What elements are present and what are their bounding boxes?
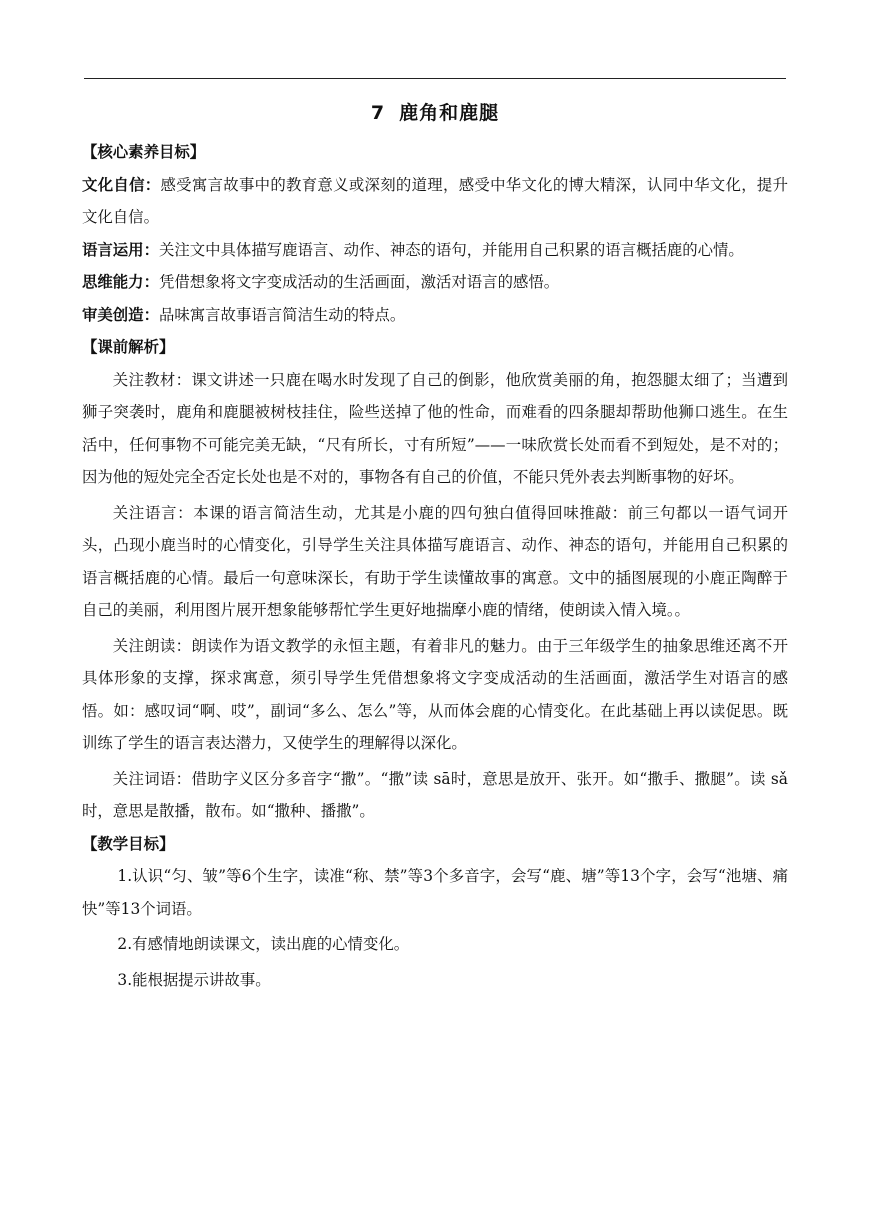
goal-label: 审美创造： [82, 305, 159, 324]
goal-label: 文化自信： [82, 175, 161, 194]
teaching-goal-item: 1.认识“匀、皱”等6个生字，读准“称、禁”等3个多音字，会写“鹿、塘”等13个字，会写“池塘、痛快”等13个词语。 [82, 867, 788, 918]
goal-text: 凭借想象将文字变成活动的生活画面，激活对语言的感悟。 [158, 273, 560, 291]
lesson-title [0, 98, 870, 125]
goal-text: 感受寓言故事中的教育意义或深刻的道理，感受中华文化的博大精深，认同中华文化，提升文化自信。 [82, 175, 788, 226]
goal-culture [82, 169, 788, 234]
analysis-paragraph-words: 关注词语：借助字义区分多音字“撒”。“撒”读 sā时，意思是放开、张开。如“撒手、撒腿”。读 sǎ时，意思是散播，散布。如“撒种、播撒”。 [82, 769, 788, 820]
analysis-paragraph-textbook: 关注教材：课文讲述一只鹿在喝水时发现了自己的倒影，他欣赏美丽的角，抱怨腿太细了；当遭到狮子突袭时，鹿角和鹿腿被树枝挂住，险些送掉了他的性命，而难看的四条腿却帮助他狮口逃生。在生活中，任何事物不可能完美无缺，“尺有所长，寸有所短”——一味欣赏长处而看不到短处，是不对的；因为他的短处完全否定长处也是不对的，事物各有自己的价值，不能只凭外表去判断事物的好坏。 [82, 370, 788, 486]
analysis-paragraph-language: 关注语言：本课的语言简洁生动，尤其是小鹿的四句独白值得回味推敲：前三句都以一语气词开头，凸现小鹿当时的心情变化，引导学生关注具体描写鹿语言、动作、神态的语句，并能用自己积累的语言概括鹿的心情。最后一句意味深长，有助于学生读懂故事的寓意。文中的插图展现的小鹿正陶醉于自己的美丽，利用图片展开想象能够帮忙学生更好地揣摩小鹿的情绪，使朗读入情入境。。 [82, 503, 788, 619]
section-heading-teaching-goals: 【教学目标】 [82, 834, 175, 853]
header-rule [84, 78, 786, 79]
document-body [82, 136, 788, 996]
section-heading-analysis: 【课前解析】 [82, 338, 175, 356]
goal-label: 语言运用： [82, 240, 159, 259]
goal-label: 思维能力： [82, 273, 159, 291]
goal-language [82, 234, 788, 267]
lesson-title-text: 鹿角和鹿腿 [399, 102, 500, 124]
lesson-number: 7 [370, 102, 386, 124]
goal-text: 品味寓言故事语言简洁生动的特点。 [158, 305, 406, 324]
teaching-goal-item: 3.能根据提示讲故事。 [117, 970, 271, 989]
section-heading-core-goals: 【核心素养目标】 [82, 143, 206, 161]
teaching-goal-item: 2.有感情地朗读课文，读出鹿的心情变化。 [117, 935, 410, 953]
analysis-paragraph-reading: 关注朗读：朗读作为语文教学的永恒主题，有着非凡的魅力。由于三年级学生的抽象思维还离不开具体形象的支撑，探求寓意，须引导学生凭借想象将文字变成活动的生活画面，激活学生对语言的感悟。如：感叹词“啊、哎”，副词“多么、怎么”等，从而体会鹿的心情变化。在此基础上再以读促思。既训练了学生的语言表达潜力，又使学生的理解得以深化。 [82, 636, 788, 752]
goal-aesthetic [82, 299, 788, 332]
goal-text: 关注文中具体描写鹿语言、动作、神态的语句，并能用自己积累的语言概括鹿的心情。 [158, 240, 744, 259]
goal-thinking [82, 266, 788, 299]
